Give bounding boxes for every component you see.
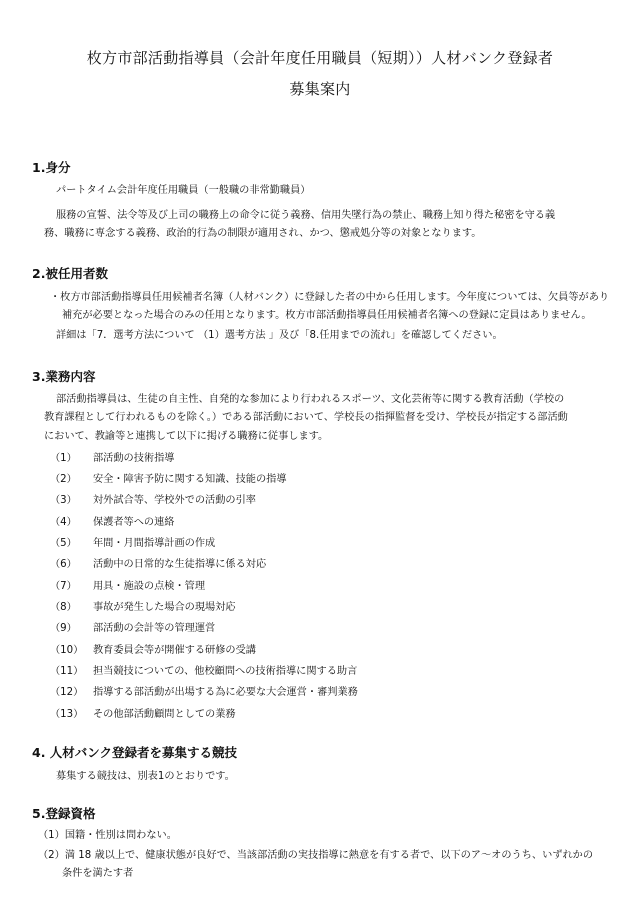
list-item	[50, 470, 287, 485]
document-subtitle: 募集案内	[289, 80, 351, 98]
list-item-number: （7）	[50, 581, 77, 592]
list-item-text: 安全・障害予防に関する知識、技能の指導	[93, 474, 287, 485]
list-item-number: （13）	[50, 709, 84, 720]
section-text: 詳細は「7．選考方法について （1）選考方法 」及び「8.任用までの流れ」を確認してください。	[56, 330, 503, 341]
section-text: （1）国籍・性別は問わない。	[38, 830, 177, 841]
list-item-number: （12）	[50, 687, 84, 698]
list-item	[50, 491, 256, 506]
document-title: 枚方市部活動指導員（会計年度任用職員（短期））人材バンク登録者	[86, 49, 554, 67]
list-item-text: 事故が発生した場合の現場対応	[93, 602, 236, 613]
section-text: 部活動指導員は、生徒の自主性、自発的な参加により行われるスポーツ、文化芸術等に関する教育活動（学校の	[56, 394, 565, 405]
section-heading-status: 1.身分	[32, 160, 71, 175]
section-text: 服務の宣誓、法令等及び上司の職務上の命令に従う義務、信用失墜行為の禁止、職務上知り得た秘密を守る義	[56, 210, 556, 221]
list-item	[50, 534, 215, 549]
list-item-number: （4）	[50, 517, 77, 528]
list-item	[50, 619, 215, 634]
section-text: （2）満 18 歳以上で、健康状態が良好で、当該部活動の実技指導に熱意を有する者で、以下のア～オのうち、いずれかの	[38, 850, 594, 861]
list-item-number: （9）	[50, 623, 77, 634]
section-text: 募集する競技は、別表1のとおりです。	[56, 771, 235, 782]
section-heading-duties: 3.業務内容	[32, 369, 96, 384]
list-item-number: （3）	[50, 495, 77, 506]
list-item-text: 部活動の会計等の管理運営	[93, 623, 216, 634]
list-item-number: （1）	[50, 453, 77, 464]
list-item-number: （8）	[50, 602, 77, 613]
list-item-text: 年間・月間指導計画の作成	[93, 538, 216, 549]
list-item-text: 保護者等への連絡	[93, 517, 175, 528]
list-item	[50, 683, 358, 698]
section-heading-appointees: 2.被任用者数	[32, 266, 108, 281]
list-item-text: 教育委員会等が開催する研修の受講	[93, 645, 256, 656]
list-item-text: 用具・施設の点検・管理	[93, 581, 206, 592]
list-item-text: 部活動の技術指導	[93, 453, 175, 464]
section-text: 務、職務に専念する義務、政治的行為の制限が適用され、かつ、懲戒処分等の対象となります。	[44, 228, 482, 239]
list-item	[50, 555, 266, 570]
list-item-number: （6）	[50, 559, 77, 570]
section-heading-eligibility: 5.登録資格	[32, 806, 96, 821]
list-item-number: （11）	[50, 666, 84, 677]
list-item-number: （2）	[50, 474, 77, 485]
section-text: パートタイム会計年度任用職員（一般職の非常勤職員）	[56, 185, 311, 196]
list-item-text: 指導する部活動が出場する為に必要な大会運営・審判業務	[93, 687, 358, 698]
list-item	[50, 641, 256, 656]
list-item-text: その他部活動顧問としての業務	[93, 709, 236, 720]
list-item-text: 対外試合等、学校外での活動の引率	[93, 495, 256, 506]
section-heading-sports: 4. 人材バンク登録者を募集する競技	[32, 745, 238, 760]
list-item	[50, 449, 175, 464]
section-text: ・枚方市部活動指導員任用候補者名簿（人材バンク）に登録した者の中から任用します。今年度については、欠員等があり	[50, 292, 610, 303]
section-text: において、教諭等と連携して以下に掲げる職務に従事します。	[44, 431, 329, 442]
list-item	[50, 662, 357, 677]
list-item	[50, 577, 205, 592]
list-item-text: 活動中の日常的な生徒指導に係る対応	[93, 559, 267, 570]
list-item-number: （5）	[50, 538, 77, 549]
list-item	[50, 513, 175, 528]
list-item-number: （10）	[50, 645, 84, 656]
list-item-text: 担当競技についての、他校顧問への技術指導に関する助言	[93, 666, 358, 677]
section-text: 教育課程として行われるものを除く。）である部活動において、学校長の指揮監督を受け、学校長が指定する部活動	[44, 412, 568, 423]
list-item	[50, 705, 236, 720]
section-text: 補充が必要となった場合のみの任用となります。枚方市部活動指導員任用候補者名簿への登録に定員はありません。	[62, 310, 592, 321]
section-text: 条件を満たす者	[62, 868, 134, 879]
list-item	[50, 598, 236, 613]
